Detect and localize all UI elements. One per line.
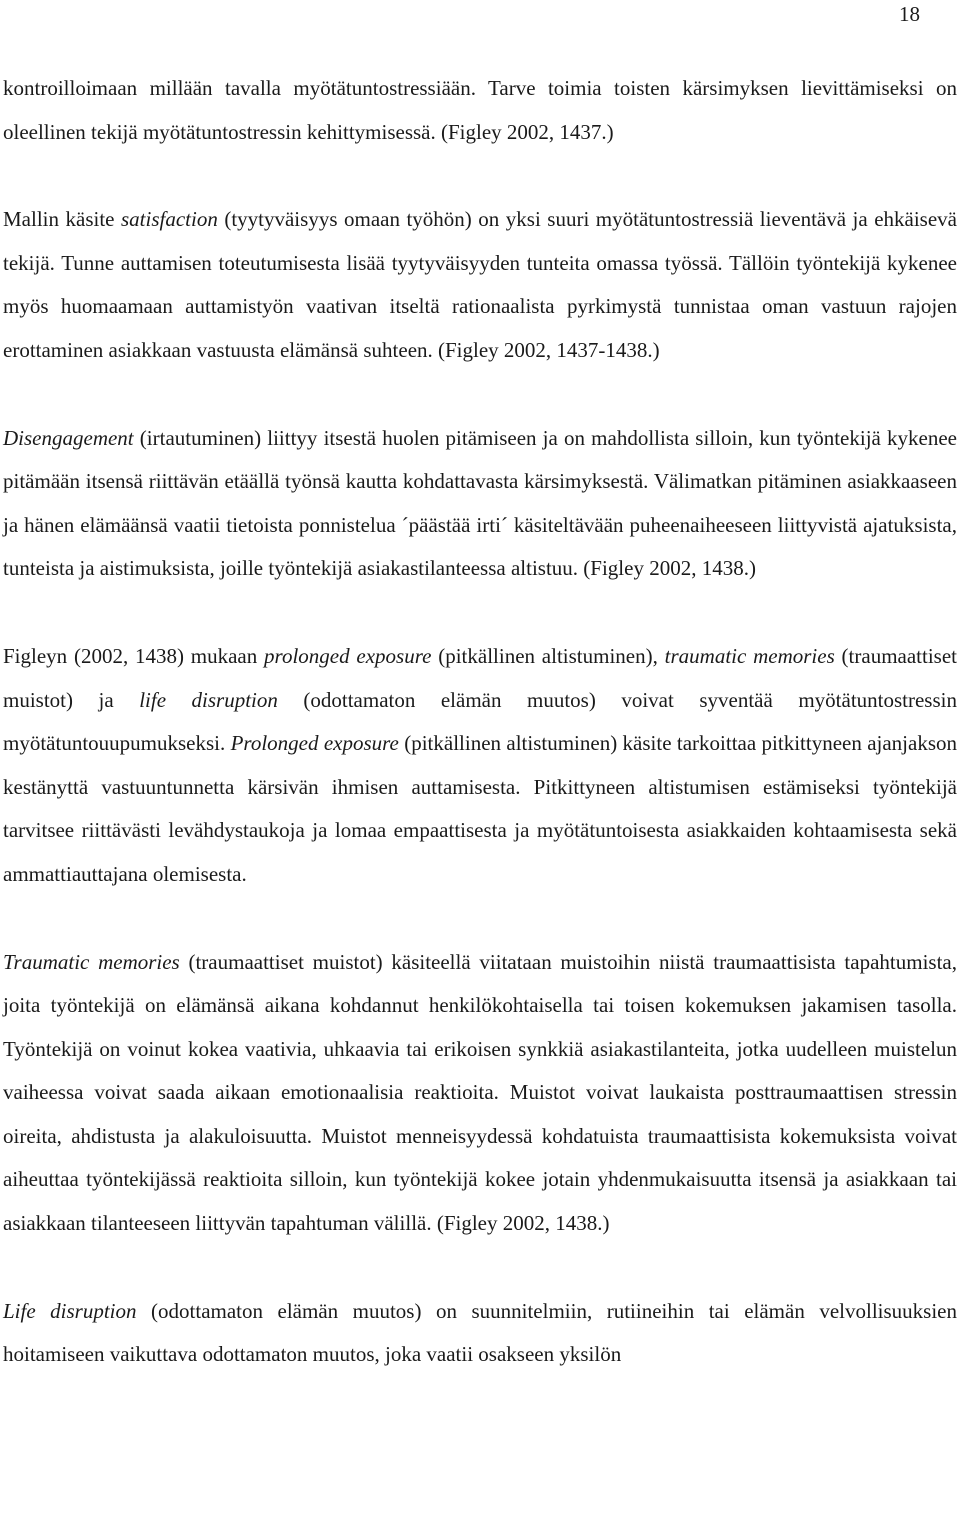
paragraph-gap bbox=[3, 154, 957, 198]
paragraph-6 bbox=[3, 1290, 957, 1377]
paragraph-text: (tyytyväisyys omaan työhön) on yksi suuri myötätuntostressiä lieventävä ja ehkäisevä tekijä. Tunne auttamisen toteutumisesta lisää tyytyväisyyden tunteita omassa työssä. Tällöin työntekijä kykenee myös huomaamaan auttamistyön vaativan itseltä rationaalista pyrkimystä tunnistaa oman vastuun rajojen erottaminen asiakkaan vastuusta elämänsä suhteen. (Figley 2002, 1437-1438.) bbox=[3, 207, 957, 362]
paragraph-text: (odottamaton elämän muutos) voivat syventää myötätuntostressin myötätuntouupumukseksi. bbox=[3, 687, 957, 756]
page-number: 18 bbox=[899, 2, 920, 26]
paragraph-4 bbox=[3, 635, 957, 897]
paragraph-text: Figleyn (2002, 1438) mukaan bbox=[3, 643, 265, 668]
term-disengagement: Disengagement bbox=[3, 425, 134, 450]
term-traumatic-memories: Traumatic memories bbox=[3, 949, 180, 974]
paragraph-2 bbox=[3, 198, 957, 372]
term-life-disruption: Life disruption bbox=[3, 1298, 137, 1323]
term-life-disruption: life disruption bbox=[139, 687, 278, 712]
paragraph-text: (pitkällinen altistuminen) käsite tarkoittaa pitkittyneen ajanjakson kestänyttä vastuuntunnetta kärsivän ihmisen auttamisesta. Pitkittyneen altistumisen estämiseksi työntekijä tarvitsee riittävästi levähdystaukoja ja lomaa empaattisesta ja myötätuntoisesta asiakkaiden kohtaamisesta sekä ammattiauttajana olemisesta. bbox=[3, 731, 958, 886]
paragraph-1 bbox=[3, 67, 957, 154]
term-traumatic-memories: traumatic memories bbox=[664, 643, 835, 668]
paragraph-gap bbox=[3, 373, 957, 417]
paragraph-gap bbox=[3, 591, 957, 635]
term-satisfaction: satisfaction bbox=[120, 207, 218, 232]
paragraph-text: kontroilloimaan millään tavalla myötätuntostressiään. Tarve toimia toisten kärsimyksen lievittämiseksi on oleellinen tekijä myötätuntostressin kehittymisessä. (Figley 2002, 1437.) bbox=[3, 76, 957, 144]
term-prolonged-exposure: Prolonged exposure bbox=[230, 731, 399, 756]
paragraph-gap bbox=[3, 897, 957, 941]
paragraph-text: (odottamaton elämän muutos) on suunnitelmiin, rutiineihin tai elämän velvollisuuksien hoitamiseen vaikuttava odottamaton muutos, joka vaatii osakseen yksilön bbox=[3, 1298, 957, 1367]
paragraph-text: (pitkällinen altistuminen), bbox=[431, 643, 665, 668]
paragraph-5 bbox=[3, 941, 957, 1246]
paragraph-text: (irtautuminen) liittyy itsestä huolen pitämiseen ja on mahdollista silloin, kun työntekijä kykenee pitämään itsensä riittävän etäällä työnsä kautta kohdattavasta kärsimyksestä. Välimatkan pitäminen asiakkaaseen ja hänen elämäänsä vaatii tietoista ponnistelua ´päästää irti´ käsiteltävään puheenaiheeseen liittyvistä ajatuksista, tunteista ja aistimuksista, joille työntekijä asiakastilanteessa altistuu. (Figley 2002, 1438.) bbox=[3, 425, 957, 581]
paragraph-3 bbox=[3, 417, 957, 591]
paragraph-gap bbox=[3, 1246, 957, 1290]
term-prolonged-exposure: prolonged exposure bbox=[264, 643, 432, 668]
paragraph-text: (traumaattiset muistot) käsiteellä viitataan muistoihin niistä traumaattisista tapahtumista, joita työntekijä on elämänsä aikana kohdannut henkilökohtaisella tai toisen kokemuksen jakamisen tasolla. Työntekijä on voinut kokea vaativia, uhkaavia tai erikoisen synkkiä asiakastilanteita, jotka uudelleen muistelun vaiheessa voivat saada aikaan emotionaalisia reaktioita. Muistot voivat laukaista posttraumaattisen stressin oireita, ahdistusta ja alakuloisuutta. Muistot menneisyydessä kohdatuista traumaattisista kokemuksista voivat aiheuttaa työntekijässä reaktioita silloin, kun työntekijä kokee jotain yhdenmukaisuutta itsensä ja asiakkaan tai asiakkaan tilanteeseen liittyvän tapahtuman välillä. (Figley 2002, 1438.) bbox=[3, 949, 957, 1236]
document-body bbox=[3, 67, 957, 1377]
paragraph-text: (traumaattiset muistot) ja bbox=[3, 643, 958, 712]
paragraph-text: Mallin käsite bbox=[3, 207, 121, 232]
